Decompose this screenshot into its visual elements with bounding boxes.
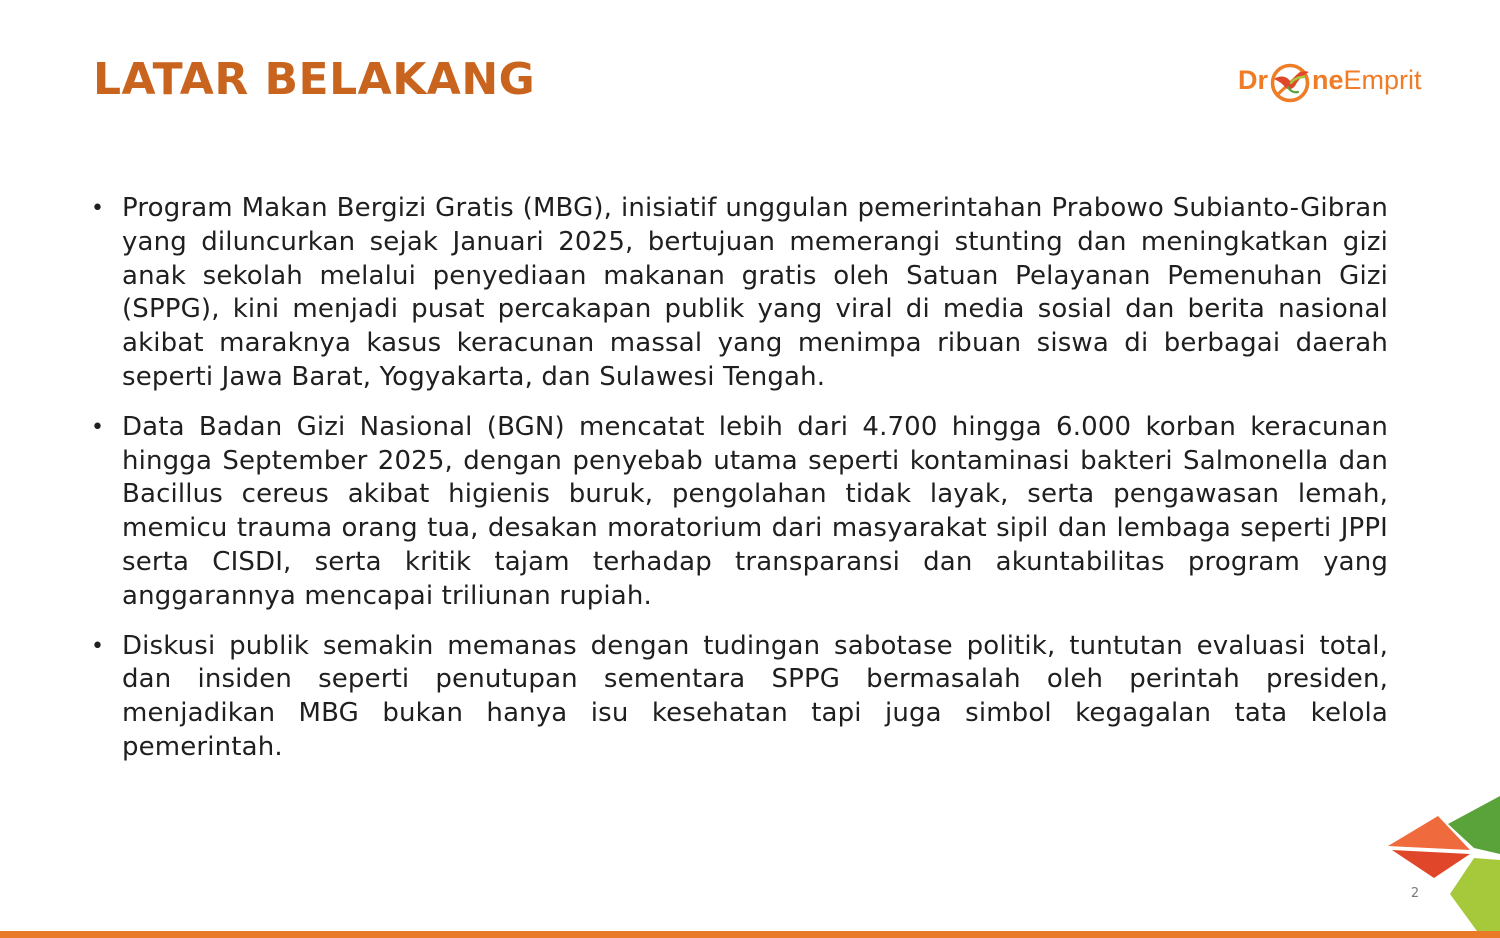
drone-emprit-logo: [1238, 54, 1438, 106]
deco-red-shape: [1392, 850, 1470, 878]
slide-title: LATAR BELAKANG: [93, 54, 536, 105]
bullet-dot-icon: •: [91, 196, 105, 221]
bullet-text: Program Makan Bergizi Gratis (MBG), inisiatif unggulan pemerintahan Prabowo Subianto-Gibran yang diluncurkan sejak Januari 2025, bertujuan memerangi stunting dan meningkatkan gizi anak sekolah melalui penyediaan makanan gratis oleh Satuan Pelayanan Pemenuhan Gizi (SPPG), kini menjadi pusat percakapan publik yang viral di media sosial dan berita nasional akibat maraknya kasus keracunan massal yang menimpa ribuan siswa di berbagai daerah seperti Jawa Barat, Yogyakarta, dan Sulawesi Tengah.: [122, 193, 1388, 392]
footer-accent-line: [0, 931, 1500, 938]
bullet-item: [90, 192, 1388, 395]
logo-text-emprit: Emprit: [1343, 65, 1422, 95]
drone-bird-circle-icon: [1268, 60, 1312, 104]
bullet-dot-icon: •: [91, 633, 105, 659]
bullet-dot-icon: •: [91, 414, 105, 440]
deco-lime-shape: [1450, 858, 1500, 938]
corner-decoration: [1380, 790, 1500, 938]
bullet-text: Diskusi publik semakin memanas dengan tudingan sabotase politik, tuntutan evaluasi total, dan insiden seperti penutupan sementara SPPG bermasalah oleh perintah presiden, menjadikan MBG bukan hanya isu kesehatan tapi juga simbol kegagalan tata kelola pemerintah.: [122, 630, 1388, 762]
slide-content: [90, 192, 1388, 781]
bullet-text: Data Badan Gizi Nasional (BGN) mencatat lebih dari 4.700 hingga 6.000 korban keracunan hingga September 2025, dengan penyebab utama seperti kontaminasi bakteri Salmonella dan Bacillus cereus akibat higienis buruk, pengolahan tidak layak, serta pengawasan lemah, memicu trauma orang tua, desakan moratorium dari masyarakat sipil dan lembaga seperti JPPI serta CISDI, serta kritik tajam terhadap transparansi dan akuntabilitas program yang anggarannya mencapai triliunan rupiah.: [122, 411, 1388, 611]
bullet-list: [90, 192, 1388, 765]
page-number: 2: [1410, 886, 1420, 901]
logo-text-dr: Dr: [1238, 65, 1269, 95]
bullet-item: [90, 630, 1388, 765]
logo-wordmark: [1238, 54, 1422, 106]
bullet-item: [90, 411, 1388, 614]
logo-text-ne: ne: [1312, 65, 1344, 95]
